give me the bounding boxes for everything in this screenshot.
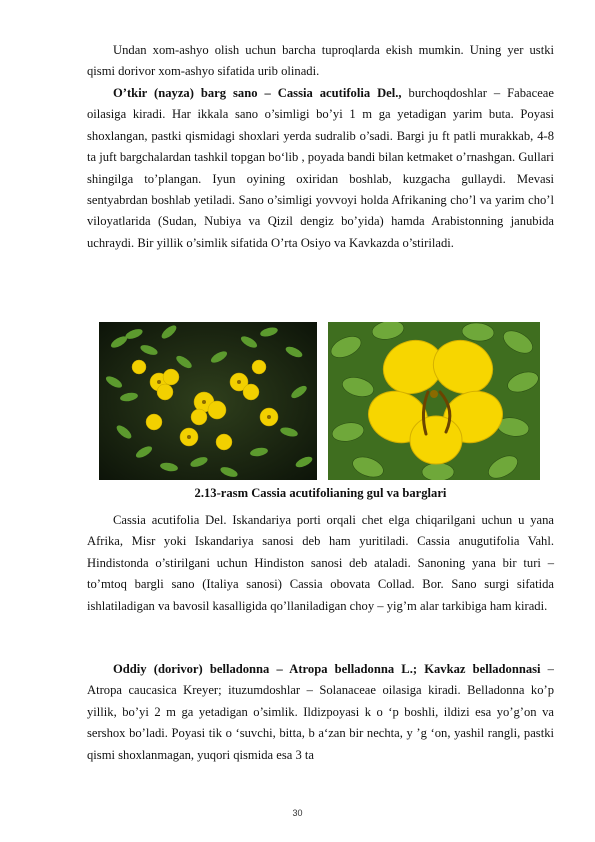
cassia-flower-closeup-photo — [328, 322, 540, 480]
belladonna-description: – Atropa caucasica Kreyer; ituzumdoshlar – Solanaceae oilasiga kiradi. Belladonna ko’p yillik, bo’yi 2 m ga yetadigan o’simlik. Ildizpoyasi k o ‘p boshli, ildizi esa yo’g’on va sershox bo’ladi. Poyasi tik o ‘suvchi, bitta, b a‘zan bir nechta, y ’g ‘on, yashil rangli, pastki qismi shoxlanmagan, yuqori qismida esa 3 ta — [87, 662, 554, 762]
cassia-description: burchoqdoshlar – Fabaceae oilasiga kiradi. Har ikkala sano o’simligi bo’yi 1 m ga yetadigan yarim buta. Poyasi shoxlangan, pastki qismidagi shoxlari yerda sudralib o’sadi. Bargi ju ft patli murakkab, 4-8 ta juft bargchalardan tashkil topgan bo‘lib , poyada bandi bilan ketmaket o’rnashgan. Gullari shingilga to’plangan. Iyun oyining oxiridan boshlab, kuzgacha gullaydi. Mevasi sentyabrdan boshlab yetiladi. Sano o’simligi yovvoyi holda Afrikaning cho’l va yarim cho’l viloyatlarida (Sudan, Nubiya va Qizil dengiz bo’yida) hamda Arabistonning janubida uchraydi. Bir yillik o’simlik sifatida O’rta Osiyo va Kavkazda o’stiriladi. — [87, 86, 554, 250]
paragraph-intro — [87, 40, 554, 83]
cassia-types-text: Cassia acutifolia Del. Iskandariya porti orqali chet elga chiqarilgani uchun u yana Afrika, Misr yoki Iskandariya sanosi deb ham yuritiladi. Cassia anugutifolia Vahl. Hindistonda o’stirilgani uchun Hindiston sanosi deb ataladi. Sanoning yana bir turi – to’mtoq bargli sano (Italiya sanosi) Cassia obovata Collad. Bor. Sano surgi sifatida ishlatiladigan va bavosil kasalligida qo’llaniladigan choy – yig’m alar tarkibiga ham kiradi. — [87, 513, 554, 613]
paragraph-belladonna — [87, 659, 554, 766]
cassia-heading: O’tkir (nayza) barg sano – Cassia acutifolia Del., — [113, 86, 402, 100]
page-number: 30 — [292, 808, 303, 818]
paragraph-intro-text: Undan xom-ashyo olish uchun barcha tuproqlarda ekish mumkin. Uning yer ustki qismi dorivor xom-ashyo sifatida urib olinadi. — [87, 43, 554, 79]
cassia-flowering-branch-photo — [99, 322, 317, 480]
belladonna-heading: Oddiy (dorivor) belladonna – Atropa belladonna L.; Kavkaz belladonnasi — [113, 662, 541, 676]
figure-caption: 2.13-rasm Cassia acutifolianing gul va barglari — [194, 486, 447, 500]
paragraph-cassia-types — [87, 510, 554, 617]
paragraph-cassia — [87, 83, 554, 254]
